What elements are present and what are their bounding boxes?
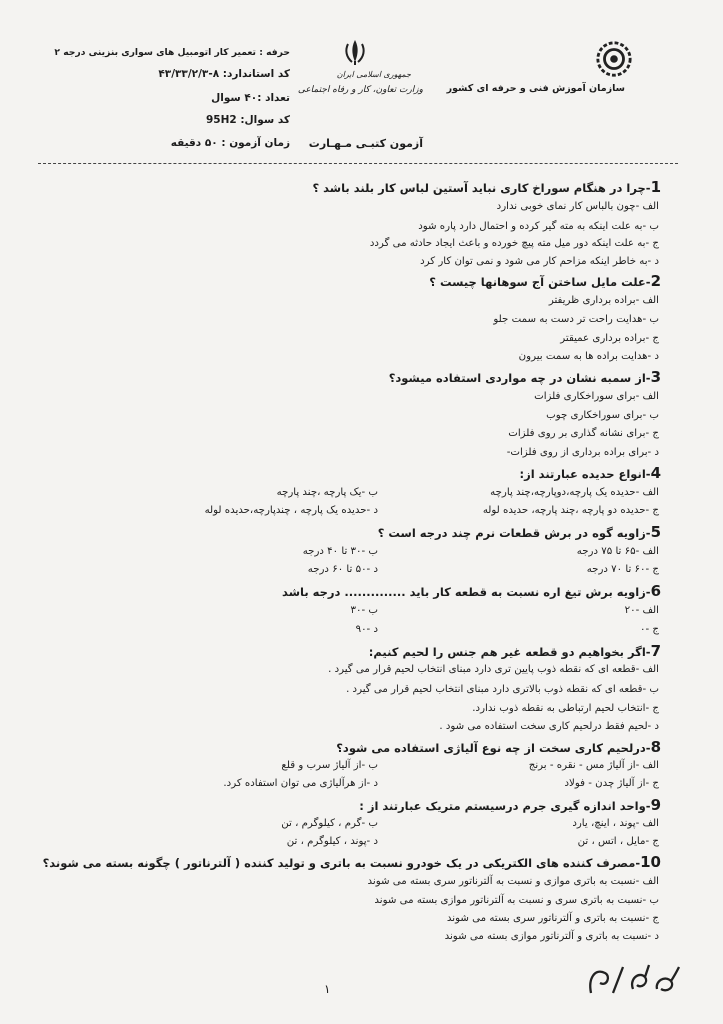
q1-option-d: د -به خاطر اینکه مزاحم کار می شود و نمی توان کار کرد [420, 256, 659, 267]
q10-option-b: ب -نسبت به باتری سری و نسبت به آلترناتور موازی بسته می شوند [374, 895, 659, 906]
question-10: 10-مصرف کننده های الکتریکی در یک خودرو نسبت به باتری و تولید کننده ( آلترناتور ) چگونه بسته می شوند؟ [42, 853, 661, 871]
q4-option-c: ج -حدیده دو پارچه ،چند پارچه، حدیده لوله [482, 505, 659, 516]
q1-option-c: ج -به علت اینکه دور میل مته پیچ خورده و باعث ایجاد حادثه می گردد [369, 238, 659, 249]
header-divider [38, 163, 678, 164]
q9-option-b: ب -گرم ، کیلوگرم ، تن [281, 818, 378, 829]
q4-option-b: ب -یک پارچه ،چند پارچه [276, 487, 378, 498]
q1-option-b: ب -به علت اینکه به مته گیر کرده و احتمال دارد پاره شود [418, 221, 659, 232]
q8-option-b: ب -از آلیاژ سرب و قلع [281, 760, 378, 771]
question-code: کد سوال: 95H2 [205, 114, 290, 126]
q5-option-b: ب -۳۰ تا ۴۰ درجه [302, 546, 378, 557]
handwritten-note-icon [583, 953, 683, 1001]
q1-option-a: الف -چون بالباس کار نمای خوبی ندارد [496, 201, 659, 212]
q4-option-d: د -حدیده یک پارچه ، چندپارچه،حدیده لوله [204, 505, 378, 516]
question-7: 7-اگر بخواهیم دو قطعه غیر هم جنس را لحیم کنیم: [368, 642, 661, 660]
q2-option-c: ج -براده برداری عمیقتر [560, 333, 659, 344]
q9-option-d: د -پوند ، کیلوگرم ، تن [286, 836, 378, 847]
exam-title: آزمون کتبـی مـهـارت [308, 137, 423, 150]
q6-option-d: د -۹۰ [355, 624, 378, 635]
q7-option-c: ج -انتخاب لحیم ارتباطی به نقطه ذوب ندارد. [472, 703, 659, 714]
q5-option-d: د -۵۰ تا ۶۰ درجه [307, 564, 378, 575]
org-name: سازمان آموزش فنی و حرفه ای کشور [446, 83, 625, 94]
q3-option-d: د -برای براده برداری از روی فلزات- [506, 447, 659, 458]
ministry-label: وزارت تعاون، کار و رفاه اجتماعی [297, 85, 423, 95]
trade-label: حرفه : تعمیر کار اتومبیل های سواری بنزینی درجه ۲ [54, 47, 290, 58]
iran-emblem-icon [342, 38, 368, 66]
republic-label: جمهوری اسلامی ایران [336, 70, 411, 79]
exam-duration: زمان آزمون : ۵۰ دقیقه [170, 137, 290, 149]
q3-option-a: الف -برای سوراخکاری فلزات [534, 391, 659, 402]
question-8: 8-درلحیم کاری سخت از چه نوع آلیاژی استفاده می شود؟ [336, 738, 661, 756]
q4-option-a: الف -حدیده یک پارچه،دوپارچه،چند پارچه [490, 487, 659, 498]
q6-option-c: ج -۰ [640, 624, 659, 635]
q7-option-b: ب -قطعه ای که نقطه ذوب بالاتری دارد مبنای انتخاب لحیم قرار می گیرد . [346, 684, 659, 695]
q2-option-d: د -هدایت براده ها به سمت بیرون [518, 351, 659, 362]
q10-option-d: د -نسبت به باتری و آلترناتور موازی بسته می شوند [444, 931, 659, 942]
question-1: 1-چرا در هنگام سوراخ کاری نباید آستین لباس کار بلند باشد ؟ [312, 178, 661, 196]
q8-option-c: ج -از آلیاژ چدن - فولاد [564, 778, 659, 789]
question-count: تعداد :۴۰ سوال [211, 92, 290, 104]
q9-option-a: الف -پوند ، اینچ، یارد [572, 818, 659, 829]
question-2: 2-علت مایل ساختن آج سوهانها چیست ؟ [429, 272, 661, 290]
q10-option-a: الف -نسبت به باتری موازی و نسبت به آلترناتور سری بسته می شوند [367, 876, 659, 887]
q8-option-a: الف -از آلیاژ مس - نقره - برنج [528, 760, 659, 771]
q3-option-b: ب -برای سوراخکاری چوب [546, 410, 659, 421]
q7-option-a: الف -قطعه ای که نقطه ذوب پایین تری دارد مبنای انتخاب لحیم قرار می گیرد . [328, 664, 659, 675]
q10-option-c: ج -نسبت به باتری و آلترناتور سری بسته می شوند [446, 913, 659, 924]
q5-option-c: ج -۶۰ تا ۷۰ درجه [586, 564, 659, 575]
q3-option-c: ج -برای نشانه گذاری بر روی فلزات [508, 428, 659, 439]
q6-option-b: ب -۳۰ [350, 605, 378, 616]
q7-option-d: د -لحیم فقط درلحیم کاری سخت استفاده می شود . [439, 721, 659, 732]
q2-option-b: ب -هدایت راحت تر دست به سمت جلو [493, 314, 659, 325]
question-5: 5-زاویه گوه در برش قطعات نرم چند درجه است ؟ [377, 523, 661, 541]
question-6: 6-زاویه برش تیغ اره نسبت به قطعه کار باید .............. درجه باشد [282, 582, 661, 600]
question-4: 4-انواع حدیده عبارتند از: [519, 464, 661, 482]
q5-option-a: الف -۶۵ تا ۷۵ درجه [576, 546, 659, 557]
q8-option-d: د -از هرآلیاژی می توان استفاده کرد. [223, 778, 378, 789]
question-3: 3-از سمبه نشان در چه مواردی استفاده میشود؟ [388, 368, 661, 386]
standard-code: کد استاندارد: ۸-۴۳/۳۳/۲/۳ [158, 68, 290, 80]
question-9: 9-واحد اندازه گیری جرم درسیستم متریک عبارتند از : [359, 796, 661, 814]
page-number: ۱ [324, 982, 331, 996]
q6-option-a: الف -۲۰ [624, 605, 659, 616]
q2-option-a: الف -براده برداری ظریفتر [548, 295, 659, 306]
q9-option-c: ج -مایل ، اتس ، تن [577, 836, 659, 847]
org-logo-icon [595, 40, 633, 78]
